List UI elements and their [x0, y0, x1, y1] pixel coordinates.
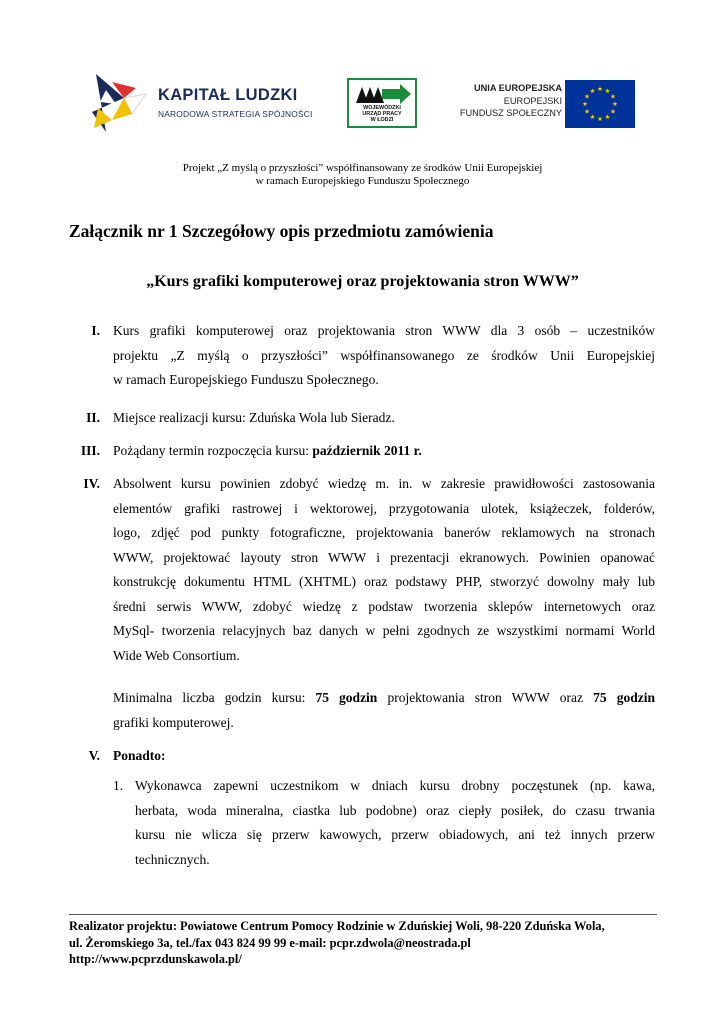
- kapital-ludzki-star-icon: [90, 68, 148, 134]
- text-line: w ramach Europejskiego Funduszu Społecznego.: [113, 372, 379, 387]
- section-4-hours: [113, 686, 655, 735]
- text-line: technicznych.: [135, 851, 210, 867]
- section-1-text: [113, 319, 655, 393]
- text-line: WWW, projektować layouty stron WWW i prezentacji ekranowych. Powinien opanować: [113, 549, 655, 565]
- text-line: MySql- tworzenia relacyjnych baz danych w pełni zgodnych ze wszystkimi normami World: [113, 623, 655, 638]
- footer: [69, 918, 659, 968]
- section-number-1: I.: [91, 323, 100, 338]
- kapital-ludzki-subtitle: NARODOWA STRATEGIA SPÓJNOŚCI: [158, 109, 313, 119]
- text-line: Wide Web Consortium.: [113, 647, 240, 663]
- wup-logo: [347, 78, 417, 128]
- footer-line: Realizator projektu: Powiatowe Centrum Pomocy Rodzinie w Zduńskiej Woli, 98-220 Zduńska Wola,: [69, 919, 605, 933]
- eu-text-union: UNIA EUROPEJSKA: [474, 83, 562, 93]
- section-number-3: III.: [80, 443, 100, 458]
- kapital-ludzki-logo: [90, 68, 325, 134]
- text-line: elementów grafiki rastrowej i wektorowej, przygotowania ulotek, książeczek, folderów,: [113, 500, 655, 516]
- text-line: herbata, woda mineralna, ciastka lub podobne) oraz ciepły posiłek, do czasu trwania: [135, 802, 655, 818]
- hours-graphics: 75 godzin: [593, 690, 655, 705]
- section-5-heading: Ponadto:: [113, 748, 166, 763]
- section-3-prefix: Pożądany termin rozpoczęcia kursu:: [113, 443, 313, 458]
- footer-link[interactable]: http://www.pcprzdunskawola.pl/: [69, 952, 242, 966]
- start-date: październik 2011 r.: [312, 443, 422, 458]
- text-line: logo, zdjęć pod punkty fotograficzne, projektowania banerów reklamowych na stronach: [113, 525, 655, 540]
- wup-text: [349, 105, 415, 124]
- section-number-2: II.: [86, 410, 100, 425]
- logo-header: [90, 66, 635, 136]
- list-item: [135, 774, 655, 872]
- kapital-ludzki-title: KAPITAŁ LUDZKI: [158, 86, 298, 104]
- project-note-line: w ramach Europejskiego Funduszu Społecznego: [255, 175, 470, 187]
- hours-middle: projektowania stron WWW oraz: [377, 690, 594, 705]
- wup-line: WOJEWÓDZKI: [363, 105, 401, 111]
- eu-text-european: EUROPEJSKI: [503, 96, 562, 106]
- footer-divider: [69, 914, 657, 915]
- text-line: Absolwent kursu powinien zdobyć wiedzę m. in. w zakresie prawidłowości zastosowania: [113, 476, 655, 491]
- section-4-text: [113, 472, 655, 668]
- text-line: Kurs grafiki komputerowej oraz projektowania stron WWW dla 3 osób – uczestników: [113, 323, 655, 338]
- text-line: kursu nie wlicza się przerw kawowych, przerw obiadowych, ani też innych przerw: [135, 827, 655, 842]
- wup-line: W ŁODZI: [370, 117, 394, 124]
- hours-prefix: Minimalna liczba godzin kursu:: [113, 690, 316, 705]
- hours-web: 75 godzin: [315, 690, 378, 705]
- section-3-text: [113, 439, 655, 464]
- project-note: [60, 162, 665, 188]
- text-line: konstrukcję dokumentu HTML (XHTML) oraz podstawy PHP, stworzyć dowolny mały lub: [113, 574, 655, 589]
- text-line: [113, 686, 655, 711]
- wup-arrow-icon: [354, 83, 412, 105]
- project-note-line: Projekt „Z myślą o przyszłości” współfinansowany ze środków Unii Europejskiej: [182, 162, 543, 174]
- text-line: Wykonawca zapewni uczestnikom w dniach kursu drobny poczęstunek (np. kawa,: [135, 778, 655, 793]
- section-number-5: V.: [88, 748, 100, 763]
- footer-line: ul. Żeromskiego 3a, tel./fax 043 824 99 99 e-mail: pcpr.zdwola@neostrada.pl: [69, 935, 471, 950]
- section-number-4: IV.: [83, 476, 100, 491]
- eu-text-fund: FUNDUSZ SPOŁECZNY: [459, 108, 562, 118]
- wup-line: URZĄD PRACY: [362, 111, 402, 118]
- list-item-number: 1.: [113, 778, 124, 793]
- text-line: średni serwis WWW, zdobyć wiedzę z podstaw tworzenia sklepów internetowych oraz: [113, 598, 655, 614]
- course-title: „Kurs grafiki komputerowej oraz projektowania stron WWW”: [146, 273, 579, 290]
- text-line: projektu „Z myślą o przyszłości” współfinansowanego ze środków Unii Europejskiej: [113, 347, 655, 363]
- eu-flag-icon: [565, 80, 635, 128]
- eu-logo: [458, 80, 635, 128]
- section-2-text: Miejsce realizacji kursu: Zduńska Wola lub Sieradz.: [113, 410, 395, 425]
- document-title: Załącznik nr 1 Szczegółowy opis przedmiotu zamówienia: [69, 221, 494, 241]
- text-line: grafiki komputerowej.: [113, 714, 234, 730]
